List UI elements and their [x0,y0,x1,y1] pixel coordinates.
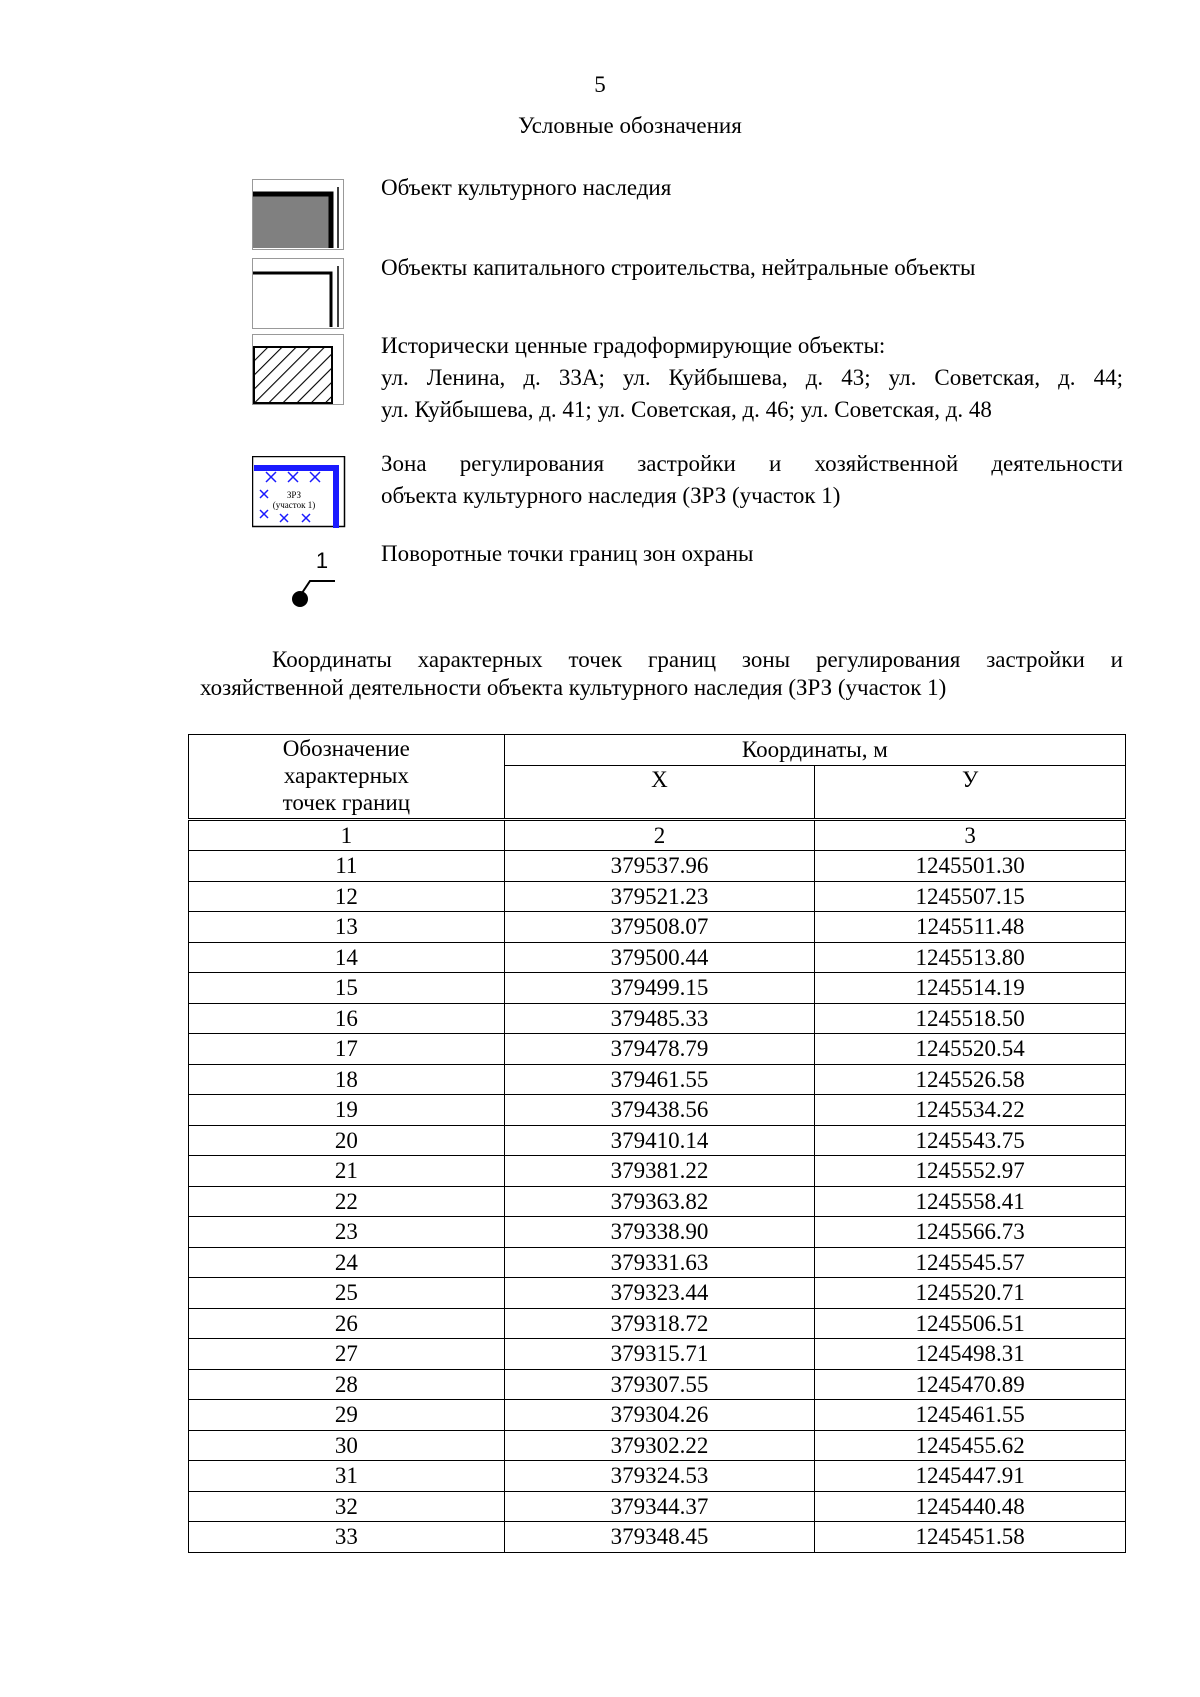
heritage-object-symbol [252,179,352,251]
cell-y-coordinate: 1245498.31 [815,1339,1126,1370]
turning-point-symbol [252,546,352,618]
cell-y-coordinate: 1245566.73 [815,1217,1126,1248]
header-point-line3: точек границ [282,790,411,815]
cell-y-coordinate: 1245440.48 [815,1491,1126,1522]
cell-point-number: 24 [189,1247,505,1278]
zrz-zone-symbol [252,456,352,530]
cell-point-number: 23 [189,1217,505,1248]
table-caption [200,646,1123,702]
cell-x-coordinate: 379478.79 [504,1034,815,1065]
cell-y-coordinate: 1245506.51 [815,1308,1126,1339]
cell-point-number: 15 [189,973,505,1004]
cell-y-coordinate: 1245470.89 [815,1369,1126,1400]
table-row [189,1003,1126,1034]
cell-y-coordinate: 1245514.19 [815,973,1126,1004]
cell-point-number: 28 [189,1369,505,1400]
cell-point-number: 11 [189,851,505,882]
cell-x-coordinate: 379307.55 [504,1369,815,1400]
column-number-2: 2 [504,819,815,851]
table-row [189,1522,1126,1553]
cell-y-coordinate: 1245545.57 [815,1247,1126,1278]
cell-point-number: 14 [189,942,505,973]
legend-label-capital-construction: Объекты капитального строительства, нейтральные объекты [381,255,976,280]
cell-y-coordinate: 1245518.50 [815,1003,1126,1034]
table-row [189,1095,1126,1126]
header-point-line2: характерных [283,763,409,788]
cell-y-coordinate: 1245513.80 [815,942,1126,973]
table-row [189,1156,1126,1187]
legend-label-zrz-line1: Зона регулирования застройки и хозяйственной деятельности [381,451,1123,476]
table-row [189,1430,1126,1461]
cell-x-coordinate: 379323.44 [504,1278,815,1309]
cell-y-coordinate: 1245461.55 [815,1400,1126,1431]
coordinates-table [188,734,1126,1553]
legend-label-heritage: Объект культурного наследия [381,175,672,200]
column-number-3: 3 [815,819,1126,851]
header-y: У [815,765,1126,819]
capital-construction-symbol [252,258,352,330]
table-row [189,1491,1126,1522]
table-row [189,1278,1126,1309]
cell-x-coordinate: 379521.23 [504,881,815,912]
cell-y-coordinate: 1245520.54 [815,1034,1126,1065]
cell-x-coordinate: 379500.44 [504,942,815,973]
cell-x-coordinate: 379508.07 [504,912,815,943]
cell-point-number: 20 [189,1125,505,1156]
header-coordinates: Координаты, м [504,735,1125,766]
table-row [189,1339,1126,1370]
cell-y-coordinate: 1245520.71 [815,1278,1126,1309]
table-row [189,973,1126,1004]
cell-x-coordinate: 379304.26 [504,1400,815,1431]
table-row [189,942,1126,973]
cell-x-coordinate: 379410.14 [504,1125,815,1156]
table-header-row [189,735,1126,766]
cell-point-number: 12 [189,881,505,912]
caption-line-1: Координаты характерных точек границ зоны регулирования застройки и [272,647,1123,672]
cell-y-coordinate: 1245451.58 [815,1522,1126,1553]
cell-point-number: 33 [189,1522,505,1553]
cell-point-number: 18 [189,1064,505,1095]
cell-x-coordinate: 379461.55 [504,1064,815,1095]
historic-object-symbol [252,334,352,406]
table-row [189,1064,1126,1095]
table-row [189,1461,1126,1492]
header-point-line1: Обозначение [282,736,410,761]
caption-line-2: хозяйственной деятельности объекта культурного наследия (ЗРЗ (участок 1) [200,675,947,700]
cell-point-number: 16 [189,1003,505,1034]
cell-y-coordinate: 1245447.91 [815,1461,1126,1492]
cell-point-number: 22 [189,1186,505,1217]
cell-point-number: 26 [189,1308,505,1339]
cell-x-coordinate: 379315.71 [504,1339,815,1370]
header-x: X [504,765,815,819]
cell-x-coordinate: 379537.96 [504,851,815,882]
cell-y-coordinate: 1245534.22 [815,1095,1126,1126]
legend-label-zrz-line2: объекта культурного наследия (ЗРЗ (участок 1) [381,483,841,508]
cell-x-coordinate: 379324.53 [504,1461,815,1492]
table-row [189,1247,1126,1278]
cell-point-number: 27 [189,1339,505,1370]
table-row [189,1308,1126,1339]
cell-point-number: 25 [189,1278,505,1309]
cell-x-coordinate: 379485.33 [504,1003,815,1034]
cell-y-coordinate: 1245507.15 [815,881,1126,912]
cell-x-coordinate: 379438.56 [504,1095,815,1126]
column-number-1: 1 [189,819,505,851]
table-row [189,912,1126,943]
legend-label-historic-addresses-2: ул. Куйбышева, д. 41; ул. Советская, д. 46; ул. Советская, д. 48 [381,397,992,422]
cell-y-coordinate: 1245526.58 [815,1064,1126,1095]
header-point-designation [189,735,505,820]
cell-x-coordinate: 379363.82 [504,1186,815,1217]
cell-point-number: 29 [189,1400,505,1431]
cell-x-coordinate: 379331.63 [504,1247,815,1278]
cell-point-number: 31 [189,1461,505,1492]
table-row [189,1217,1126,1248]
cell-point-number: 30 [189,1430,505,1461]
cell-x-coordinate: 379348.45 [504,1522,815,1553]
table-row [189,1034,1126,1065]
zrz-symbol-label: ЗРЗ [286,490,302,500]
page-number: 5 [594,72,606,97]
cell-y-coordinate: 1245501.30 [815,851,1126,882]
cell-x-coordinate: 379381.22 [504,1156,815,1187]
table-row [189,851,1126,882]
cell-point-number: 13 [189,912,505,943]
cell-y-coordinate: 1245511.48 [815,912,1126,943]
legend-label-turning-points: Поворотные точки границ зон охраны [381,541,754,566]
legend-title: Условные обозначения [518,113,742,138]
cell-x-coordinate: 379344.37 [504,1491,815,1522]
cell-point-number: 17 [189,1034,505,1065]
turning-point-number: 1 [315,548,329,573]
legend-label-historic-addresses-1: ул. Ленина, д. 33А; ул. Куйбышева, д. 43; ул. Советская, д. 44; [381,365,1123,390]
cell-x-coordinate: 379499.15 [504,973,815,1004]
table-row [189,1400,1126,1431]
cell-y-coordinate: 1245558.41 [815,1186,1126,1217]
table-column-numbers-row [189,819,1126,851]
zrz-symbol-sublabel: (участок 1) [272,500,316,510]
cell-x-coordinate: 379338.90 [504,1217,815,1248]
cell-y-coordinate: 1245455.62 [815,1430,1126,1461]
cell-point-number: 32 [189,1491,505,1522]
cell-x-coordinate: 379318.72 [504,1308,815,1339]
table-row [189,1125,1126,1156]
legend-label-historic-heading: Исторически ценные градоформирующие объекты: [381,333,886,358]
cell-y-coordinate: 1245543.75 [815,1125,1126,1156]
cell-y-coordinate: 1245552.97 [815,1156,1126,1187]
table-row [189,1369,1126,1400]
table-row [189,1186,1126,1217]
cell-point-number: 21 [189,1156,505,1187]
cell-x-coordinate: 379302.22 [504,1430,815,1461]
table-row [189,881,1126,912]
cell-point-number: 19 [189,1095,505,1126]
